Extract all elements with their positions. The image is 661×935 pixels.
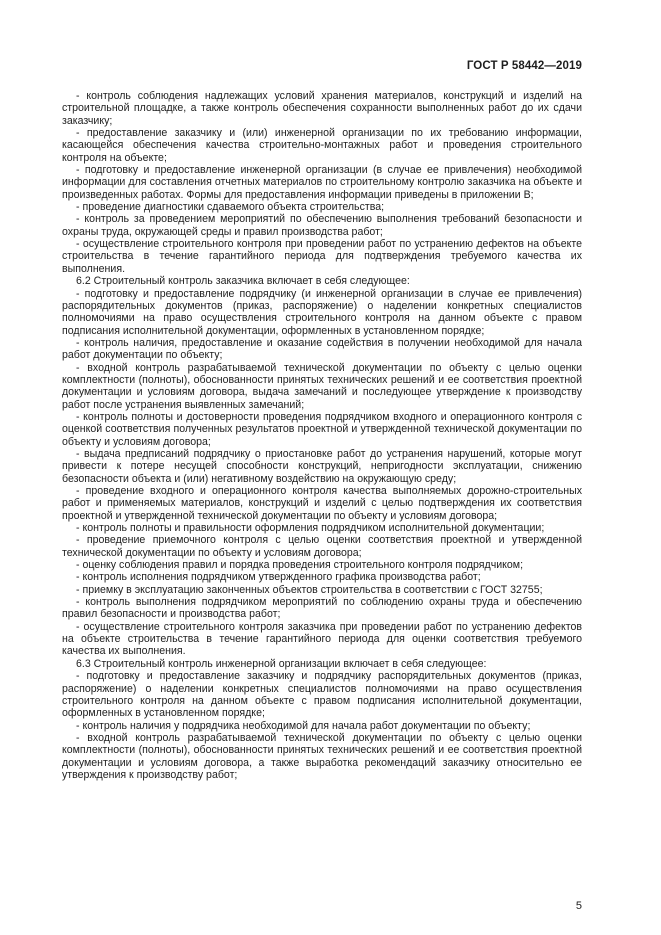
paragraph-3: - подготовку и предоставление инженерной организации (в случае ее привлечения) необходимой информации для составления отчетных материалов по строительному контролю заказчика на объекте и произведенных работах. Формы для предоставления информации приведены в приложении В; [62, 164, 582, 201]
paragraph-12: - выдача предписаний подрядчику о приостановке работ до устранения нарушений, которые могут привести к потере несущей способности конструкций, непригодности эксплуатации, снижению безопасности объекта и (или) негативному воздействию на окружающую среду; [62, 447, 582, 485]
paragraph-22: - подготовку и предоставление заказчику и подрядчику распорядительных документов (приказ, распоряжение) о наделении конкретных специалистов полномочиями на право осуществления строительного контроля на данном объекте с правом подписания исполнительной документации, оформленных в установленном порядке; [62, 670, 582, 720]
paragraph-11: - контроль полноты и достоверности проведения подрядчиком входного и операционного контроля с оценкой соответствия полученных результатов проектной и утвержденной технической документации по объекту и условиям договора; [62, 410, 582, 448]
paragraph-13: - проведение входного и операционного контроля качества выполняемых дорожно-строительных работ и применяемых материалов, конструкций и изделий с целью подтверждения их соответствия проектной и утвержденной технической документации по объекту и условиям договора; [62, 485, 582, 522]
page-number: 5 [575, 900, 582, 912]
paragraph-10: - входной контроль разрабатываемой технической документации по объекту с целью оценки комплектности (полноты), обоснованности принятых технических решений и ее соответствия проектной документации и условиям договора, выдача замечаний и последующее утверждение к производству работ после устранения выявленных замечаний; [62, 361, 582, 411]
paragraph-19: - контроль выполнения подрядчиком мероприятий по соблюдению охраны труда и обеспечению правил безопасности и производства работ; [62, 596, 582, 621]
paragraph-5: - контроль за проведением мероприятий по обеспечению выполнения требований безопасности и охраны труда, окружающей среды и правил производства работ; [62, 213, 582, 238]
paragraph-9: - контроль наличия, предоставление и оказание содействия в получении необходимой для начала работ документации по объекту; [62, 336, 582, 362]
paragraph-24: - входной контроль разрабатываемой технической документации по объекту с целью оценки комплектности (полноты), обоснованности принятых технических решений и ее соответствия проектной документации и условиям договора, а также выработка рекомендаций заказчику относительно ее утверждения к производству работ; [62, 731, 582, 781]
paragraph-20: - осуществление строительного контроля заказчика при проведении работ по устранению дефектов на объекте строительства в течение гарантийного периода для оценки соответствия требуемого качества их выполнения. [62, 620, 582, 658]
paragraph-18: - приемку в эксплуатацию законченных объектов строительства в соответствии с ГОСТ 32755; [76, 583, 543, 596]
paragraph-1: - контроль соблюдения надлежащих условий хранения материалов, конструкций и изделий на строительной площадке, а также контроль обеспечения сохранности выполненных работ до их сдачи заказчику; [62, 90, 582, 127]
document-id-header: ГОСТ Р 58442—2019 [466, 60, 582, 72]
paragraph-23: - контроль наличия у подрядчика необходимой для начала работ документации по объекту; [76, 719, 531, 732]
paragraph-6: - осуществление строительного контроля при проведении работ по устранению дефектов на объекте строительства в течение гарантийного периода для подтверждения требуемого качества их выполнения. [62, 238, 582, 275]
paragraph-16: - оценку соблюдения правил и порядка проведения строительного контроля подрядчиком; [76, 559, 524, 572]
paragraph-2: - предоставление заказчику и (или) инженерной организации по их требованию информации, касающейся обеспечения качества строительно-монтажных работ и проведения строительного контроля на объекте; [62, 127, 582, 164]
paragraph-4: - проведение диагностики сдаваемого объекта строительства; [76, 201, 385, 214]
section-6-2-heading: 6.2 Строительный контроль заказчика включает в себя следующее: [76, 275, 410, 288]
paragraph-8: - подготовку и предоставление подрядчику (и инженерной организации в случае ее привлечения) распорядительных документов (приказ, распоряжение) о наделении конкретных специалистов полномочиями на право осуществления строительного контроля на данном объекте с правом подписания исполнительной документации, оформленных в установленном порядке; [62, 287, 582, 337]
paragraph-15: - проведение приемочного контроля с целью оценки соответствия проектной и утвержденной технической документации по объекту и условиям договора; [62, 534, 582, 559]
section-6-3-heading: 6.3 Строительный контроль инженерной организации включает в себя следующее: [76, 657, 487, 670]
paragraph-14: - контроль полноты и правильности оформления подрядчиком исполнительной документации; [76, 522, 545, 535]
paragraph-17: - контроль исполнения подрядчиком утвержденного графика производства работ; [76, 571, 481, 584]
document-body [62, 90, 582, 781]
